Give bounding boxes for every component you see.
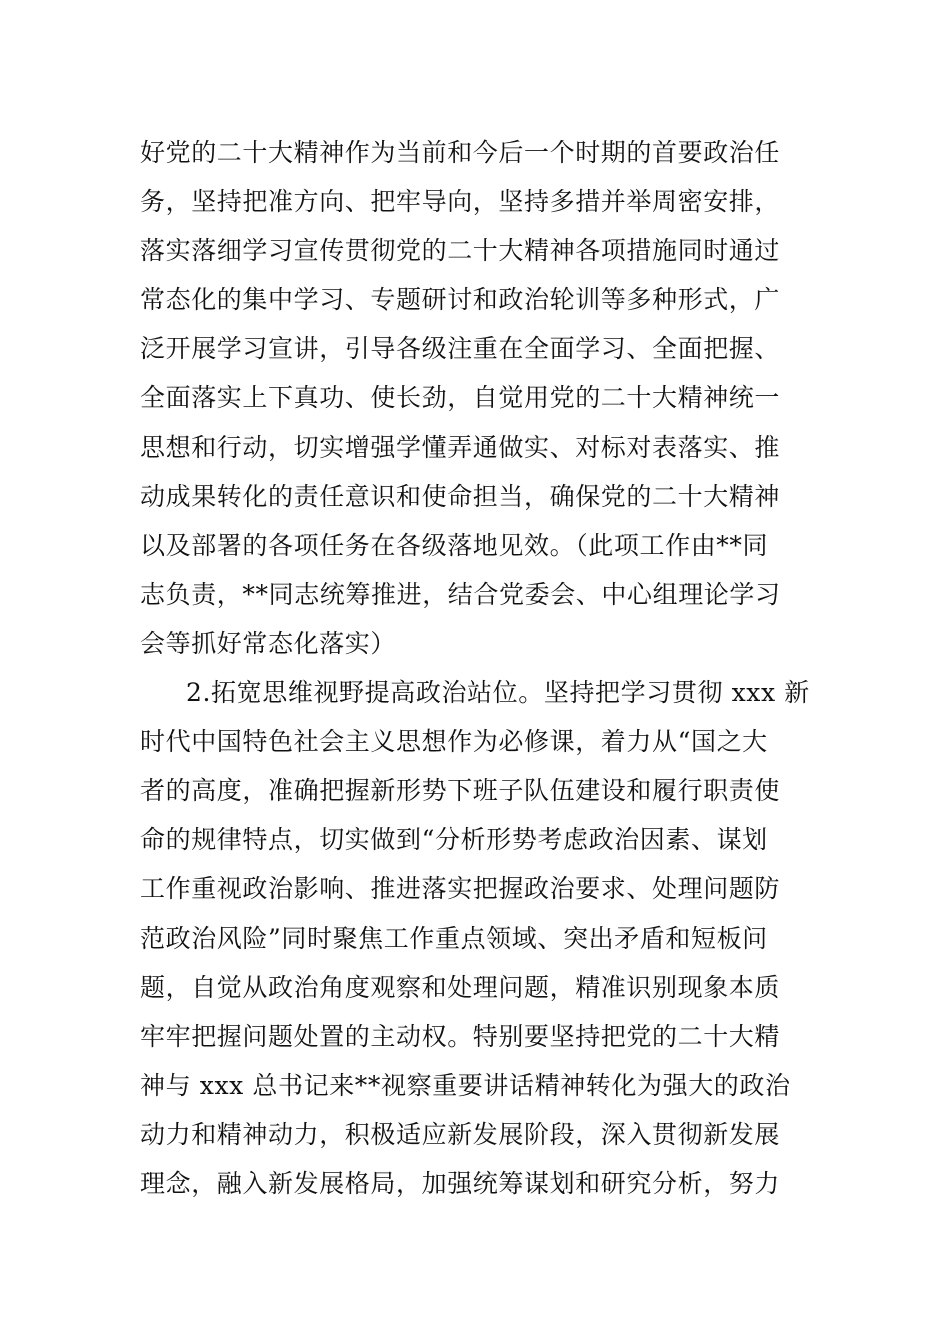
text-line: 常态化的集中学习、专题研讨和政治轮训等多种形式，广 <box>140 285 781 315</box>
text-line: 以及部署的各项任务在各级落地见效。（此项工作由**同 <box>140 530 769 560</box>
body-text <box>140 128 820 1208</box>
paragraph-2-first-line: 2.拓宽思维视野提高政治站位。坚持把学习贯彻 xxx 新 <box>186 678 810 708</box>
text-line: 动力和精神动力，积极适应新发展阶段，深入贯彻新发展 <box>140 1119 781 1149</box>
text-line: 理念，融入新发展格局，加强统筹谋划和研究分析，努力 <box>140 1168 781 1198</box>
text-line: 题，自觉从政治角度观察和处理问题，精准识别现象本质 <box>140 972 781 1002</box>
text-line: 志负责，**同志统筹推进，结合党委会、中心组理论学习 <box>140 579 781 609</box>
text-line: 神与 xxx 总书记来**视察重要讲话精神转化为强大的政治 <box>140 1070 791 1100</box>
text-line: 会等抓好常态化落实） <box>140 628 397 658</box>
text-line: 全面落实上下真功、使长劲，自觉用党的二十大精神统一 <box>140 383 781 413</box>
text-line: 者的高度，准确把握新形势下班子队伍建设和履行职责使 <box>140 776 781 806</box>
text-line: 落实落细学习宣传贯彻党的二十大精神各项措施同时通过 <box>140 236 781 266</box>
text-line: 思想和行动，切实增强学懂弄通做实、对标对表落实、推 <box>140 432 781 462</box>
text-line: 范政治风险”同时聚焦工作重点领域、突出矛盾和短板问 <box>140 923 768 953</box>
text-line: 牢牢把握问题处置的主动权。特别要坚持把党的二十大精 <box>140 1021 781 1051</box>
text-line: 时代中国特色社会主义思想作为必修课，着力从“国之大 <box>140 727 768 757</box>
text-line: 好党的二十大精神作为当前和今后一个时期的首要政治任 <box>140 138 781 167</box>
text-line: 动成果转化的责任意识和使命担当，确保党的二十大精神 <box>140 481 781 511</box>
text-line: 工作重视政治影响、推进落实把握政治要求、处理问题防 <box>140 874 781 904</box>
text-line: 泛开展学习宣讲，引导各级注重在全面学习、全面把握、 <box>140 334 781 364</box>
text-line: 务，坚持把准方向、把牢导向，坚持多措并举周密安排， <box>140 187 781 217</box>
text-line: 命的规律特点，切实做到“分析形势考虑政治因素、谋划 <box>140 825 768 855</box>
